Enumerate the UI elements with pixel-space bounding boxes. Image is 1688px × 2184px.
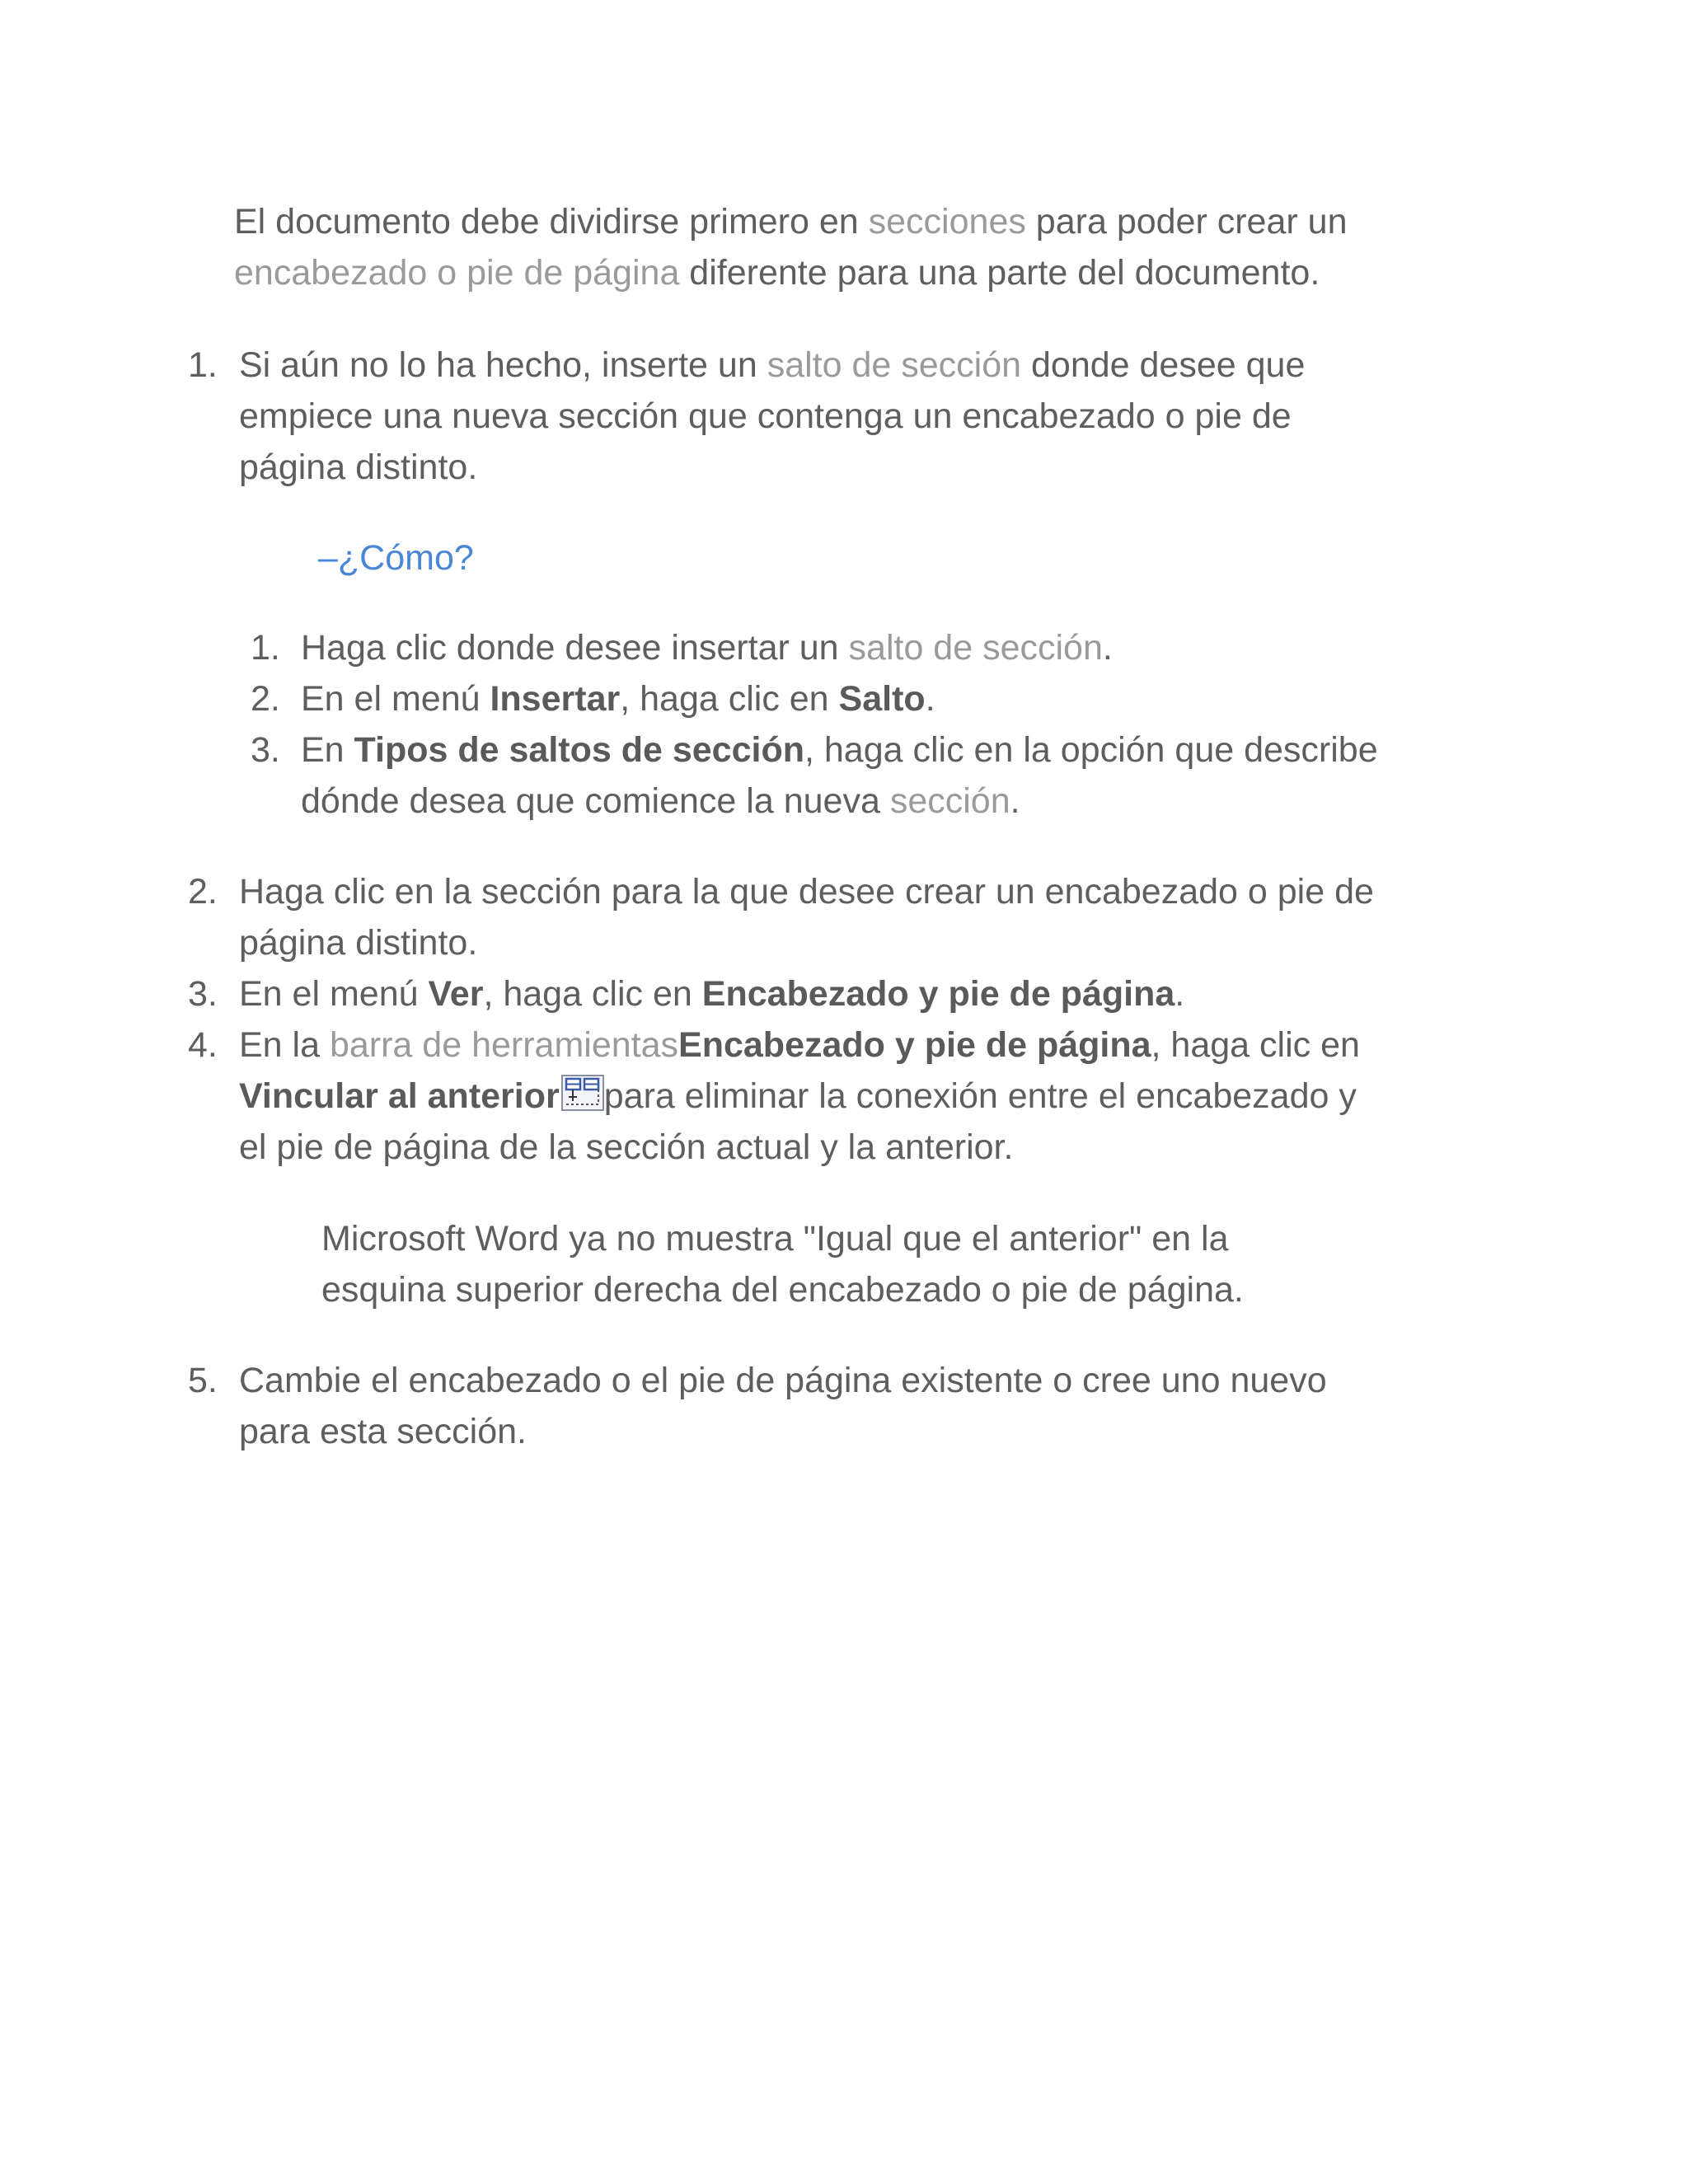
step-1-line-1 — [239, 340, 1305, 391]
how-toggle-link[interactable]: –¿Cómo? — [318, 538, 474, 578]
intro-text: diferente para una parte del documento. — [679, 253, 1320, 293]
step-text: En el menú — [239, 974, 429, 1014]
step-1-line-3: página distinto. — [239, 448, 478, 487]
step-text: , haga clic en — [1151, 1025, 1360, 1065]
step-text: , haga clic en — [483, 974, 702, 1014]
step-4-line-1 — [239, 1019, 1360, 1071]
intro-text: El documento debe dividirse primero en — [234, 202, 869, 241]
salto-command-name: Salto — [838, 679, 926, 719]
sub-step-1-number: 1. — [251, 628, 280, 668]
sub-step-1 — [301, 622, 1113, 673]
barra-herramientas-link[interactable]: barra de herramientas — [329, 1025, 679, 1065]
sub-step-text: . — [925, 679, 935, 719]
step-5-line-2: para esta sección. — [239, 1412, 527, 1451]
encabezado-command-name: Encabezado y pie de página — [701, 974, 1175, 1014]
link-to-previous-icon — [561, 1074, 604, 1110]
insertar-menu-name: Insertar — [490, 679, 621, 719]
step-2-number: 2. — [188, 872, 218, 912]
intro-line-1 — [234, 196, 1347, 247]
step-4-line-3: el pie de página de la sección actual y la anterior. — [239, 1127, 1014, 1167]
step-4-number: 4. — [188, 1025, 218, 1065]
sub-step-text: . — [1102, 628, 1113, 668]
sub-step-text: . — [1010, 781, 1020, 821]
sub-step-3-line-2 — [301, 776, 1020, 827]
step-1-number: 1. — [188, 345, 218, 385]
salto-de-seccion-link[interactable]: salto de sección — [848, 628, 1103, 668]
note-line-1: Microsoft Word ya no muestra "Igual que el anterior" en la — [321, 1219, 1229, 1258]
step-3 — [239, 968, 1184, 1019]
secciones-link[interactable]: secciones — [868, 202, 1026, 241]
salto-de-seccion-link[interactable]: salto de sección — [767, 345, 1022, 385]
sub-step-text: En — [301, 730, 354, 770]
intro-text: para poder crear un — [1025, 202, 1348, 241]
seccion-link[interactable]: sección — [889, 781, 1010, 821]
step-5-number: 5. — [188, 1361, 218, 1400]
step-text: donde desee que — [1021, 345, 1306, 385]
vincular-command-name: Vincular al anterior — [239, 1076, 560, 1116]
step-4-line-2 — [239, 1071, 1357, 1122]
step-2-line-1: Haga clic en la sección para la que desee crear un encabezado o pie de — [239, 872, 1374, 912]
step-5-line-1: Cambie el encabezado o el pie de página existente o cree uno nuevo — [239, 1361, 1327, 1400]
step-text: . — [1175, 974, 1185, 1014]
step-text: Si aún no lo ha hecho, inserte un — [239, 345, 767, 385]
step-3-number: 3. — [188, 974, 218, 1014]
toolbar-name: Encabezado y pie de página — [678, 1025, 1151, 1065]
sub-step-text: , haga clic en la opción que describe — [804, 730, 1378, 770]
step-2-line-2: página distinto. — [239, 923, 478, 963]
encabezado-pie-link[interactable]: encabezado o pie de página — [234, 253, 680, 293]
step-text: En la — [239, 1025, 330, 1065]
ver-menu-name: Ver — [428, 974, 484, 1014]
tipos-saltos-name: Tipos de saltos de sección — [354, 730, 804, 770]
sub-step-3-line-1 — [301, 724, 1378, 776]
sub-step-2 — [301, 673, 935, 724]
sub-step-2-number: 2. — [251, 679, 280, 719]
sub-step-text: Haga clic donde desee insertar un — [301, 628, 849, 668]
step-1-line-2: empiece una nueva sección que contenga un encabezado o pie de — [239, 396, 1292, 436]
sub-step-text: dónde desea que comience la nueva — [301, 781, 890, 821]
sub-step-text: En el menú — [301, 679, 490, 719]
intro-line-2 — [234, 247, 1320, 298]
sub-step-text: , haga clic en — [620, 679, 839, 719]
sub-step-3-number: 3. — [251, 730, 280, 770]
note-line-2: esquina superior derecha del encabezado o pie de página. — [321, 1270, 1244, 1310]
step-text: para eliminar la conexión entre el encabezado y — [603, 1076, 1357, 1116]
